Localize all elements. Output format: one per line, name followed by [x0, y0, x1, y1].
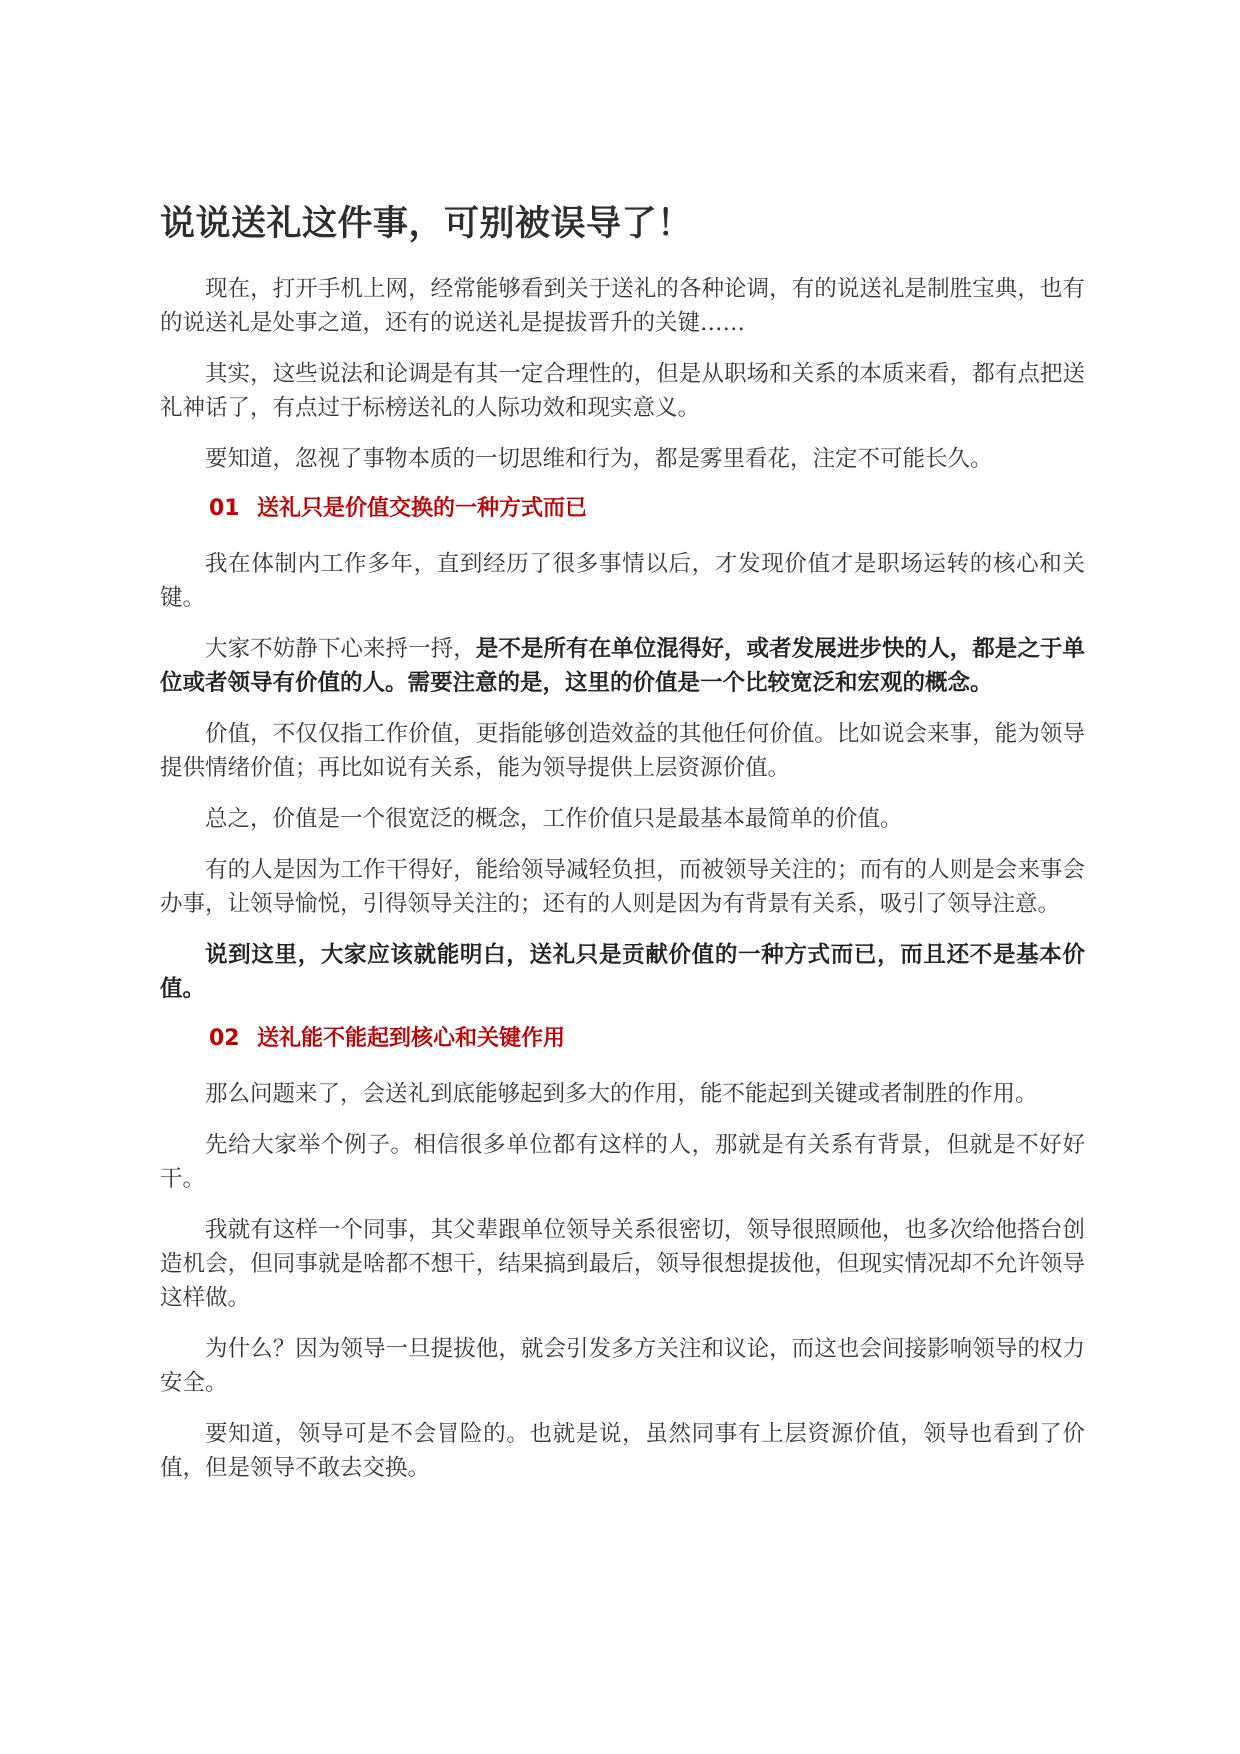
paragraph-7: 总之，价值是一个很宽泛的概念，工作价值只是最基本最简单的价值。	[205, 806, 903, 832]
article-title: 说说送礼这件事，可别被误导了！	[160, 204, 693, 244]
paragraph-3: 要知道，忽视了事物本质的一切思维和行为，都是雾里看花，注定不可能长久。	[205, 446, 993, 472]
section-heading-2	[160, 1023, 1085, 1055]
paragraph-4: 我在体制内工作多年，直到经历了很多事情以后，才发现价值才是职场运转的核心和关键。	[160, 551, 1085, 611]
paragraph-5	[160, 632, 1085, 700]
paragraph-8: 有的人是因为工作干得好，能给领导减轻负担，而被领导关注的；而有的人则是会来事会办事，让领导愉悦，引得领导关注的；还有的人则是因为有背景有关系，吸引了领导注意。	[160, 857, 1085, 917]
paragraph-6: 价值，不仅仅指工作价值，更指能够创造效益的其他任何价值。比如说会来事，能为领导提供情绪价值；再比如说有关系，能为领导提供上层资源价值。	[160, 721, 1085, 781]
section-number-2: 02	[209, 1026, 240, 1051]
paragraph-9: 说到这里，大家应该就能明白，送礼只是贡献价值的一种方式而已，而且还不是基本价值。	[160, 942, 1085, 1002]
paragraph-12: 我就有这样一个同事，其父辈跟单位领导关系很密切，领导很照顾他，也多次给他搭台创造机会，但同事就是啥都不想干，结果搞到最后，领导很想提拔他，但现实情况却不允许领导这样做。	[160, 1217, 1085, 1311]
paragraph-10: 那么问题来了，会送礼到底能够起到多大的作用，能不能起到关键或者制胜的作用。	[205, 1081, 1038, 1107]
paragraph-14: 要知道，领导可是不会冒险的。也就是说，虽然同事有上层资源价值，领导也看到了价值，但是领导不敢去交换。	[160, 1421, 1085, 1481]
paragraph-11: 先给大家举个例子。相信很多单位都有这样的人，那就是有关系有背景，但就是不好好干。	[160, 1132, 1085, 1192]
document-page	[160, 198, 1085, 1502]
paragraph-5-normal: 大家不妨静下心来捋一捋，	[205, 636, 476, 662]
paragraph-13: 为什么？因为领导一旦提拔他，就会引发多方关注和议论，而这也会间接影响领导的权力安全。	[160, 1336, 1085, 1396]
paragraph-5-bold: 是不是所有在单位混得好，或者发展进步快的人，都是之于单位或者领导有价值的人。需要注意的是，这里的价值是一个比较宽泛和宏观的概念。	[160, 636, 1085, 696]
section-title-2: 送礼能不能起到核心和关键作用	[257, 1026, 566, 1051]
paragraph-2: 其实，这些说法和论调是有其一定合理性的，但是从职场和关系的本质来看，都有点把送礼神话了，有点过于标榜送礼的人际功效和现实意义。	[160, 361, 1085, 421]
section-number-1: 01	[209, 496, 240, 521]
section-title-1: 送礼只是价值交换的一种方式而已	[257, 496, 588, 521]
section-heading-1	[160, 493, 1085, 525]
paragraph-1: 现在，打开手机上网，经常能够看到关于送礼的各种论调，有的说送礼是制胜宝典，也有的说送礼是处事之道，还有的说送礼是提拔晋升的关键……	[160, 276, 1085, 336]
